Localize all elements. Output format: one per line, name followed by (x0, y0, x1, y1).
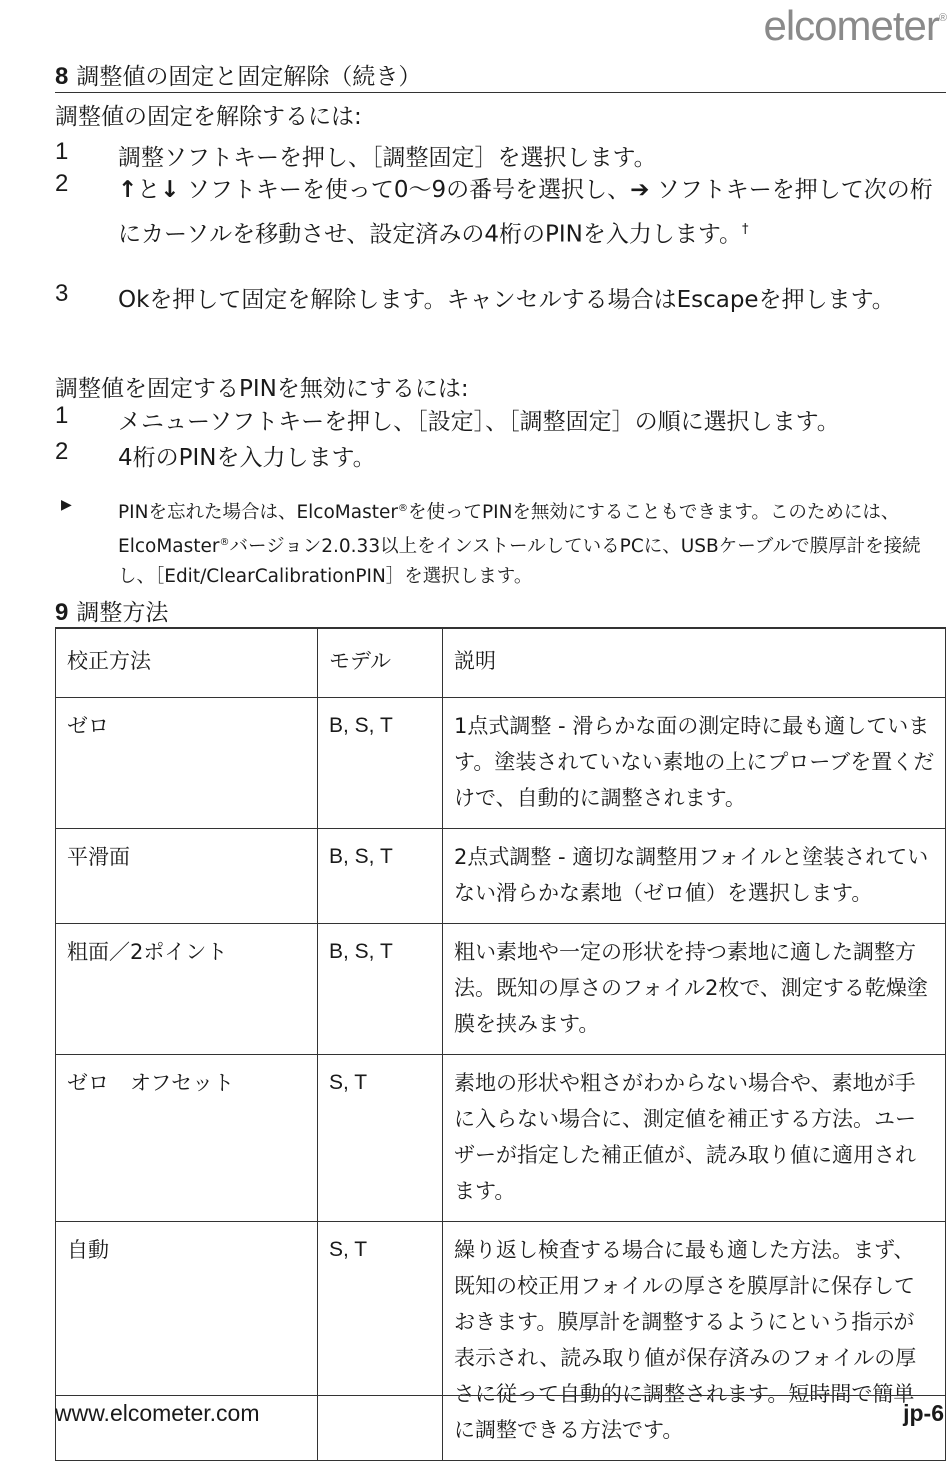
header-method: 校正方法 (56, 629, 318, 698)
table-row (56, 1055, 946, 1222)
method-cell: 粗面／2ポイント (56, 924, 318, 1055)
footer-website-link[interactable]: www.elcometer.com (55, 1400, 260, 1426)
description-cell: 粗い素地や一定の形状を持つ素地に適した調整方法。既知の厚さのフォイル2枚で、測定する乾燥塗膜を挟みます。 (443, 924, 946, 1055)
description-cell: 1点式調整 - 滑らかな面の測定時に最も適しています。塗装されていない素地の上にプローブを置くだけで、自動的に調整されます。 (443, 698, 946, 829)
bullet-icon: ▶ (61, 497, 72, 513)
down-arrow-icon: ↓ (160, 177, 180, 203)
footer-divider (55, 1395, 946, 1396)
table-row (56, 829, 946, 924)
section-9-title: 9 調整方法 (55, 599, 169, 626)
models-cell: B, S, T (318, 829, 443, 924)
up-arrow-icon: ↑ (118, 177, 138, 203)
table-row (56, 924, 946, 1055)
models-cell: S, T (318, 1222, 443, 1461)
method-cell: ゼロ オフセット (56, 1055, 318, 1222)
table-row (56, 698, 946, 829)
method-cell: 平滑面 (56, 829, 318, 924)
models-cell: B, S, T (318, 698, 443, 829)
models-cell: S, T (318, 1055, 443, 1222)
method-cell: ゼロ (56, 698, 318, 829)
page-number: jp-6 (903, 1400, 944, 1426)
header-model: モデル (318, 629, 443, 698)
method-cell: 自動 (56, 1222, 318, 1461)
section-8-title: 8 調整値の固定と固定解除（続き） (55, 63, 422, 90)
elcometer-logo: elcometer® (763, 2, 946, 49)
calibration-methods-table (55, 628, 946, 1461)
header-description: 説明 (443, 629, 946, 698)
models-cell: B, S, T (318, 924, 443, 1055)
unlock-heading: 調整値の固定を解除するには: (55, 104, 362, 130)
right-arrow-icon: ➔ (630, 177, 650, 203)
table-header-row (56, 629, 946, 698)
disable-heading: 調整値を固定するPINを無効にするには: (55, 376, 469, 402)
section-8-divider (55, 92, 946, 93)
description-cell: 2点式調整 - 適切な調整用フォイルと塗装されていない滑らかな素地（ゼロ値）を選択します。 (443, 829, 946, 924)
description-cell: 素地の形状や粗さがわからない場合や、素地が手に入らない場合に、測定値を補正する方法。ユーザーが指定した補正値が、読み取り値に適用されます。 (443, 1055, 946, 1222)
description-cell: 繰り返し検査する場合に最も適した方法。まず、既知の校正用フォイルの厚さを膜厚計に保存しておきます。膜厚計を調整するようにという指示が表示され、読み取り値が保存済みのフォイルの厚さに従って自動的に調整されます。短時間で簡単に調整できる方法です。 (443, 1222, 946, 1461)
